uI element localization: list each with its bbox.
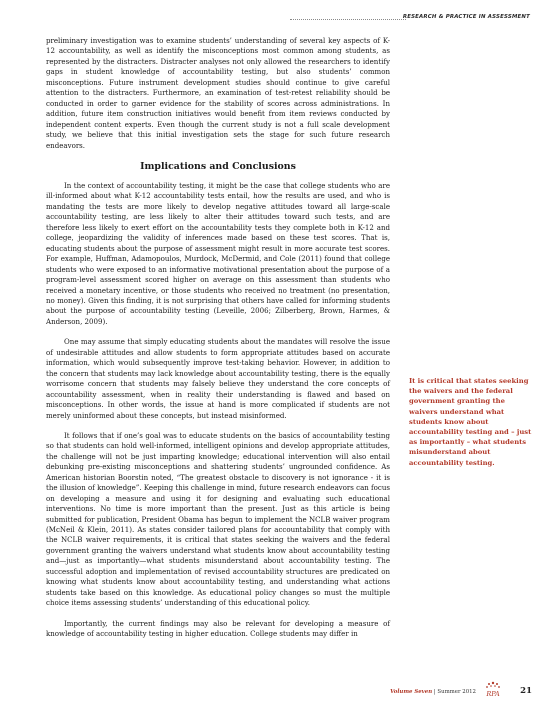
article-body — [46, 36, 390, 640]
running-header — [290, 12, 530, 26]
section-heading: Implications and Conclusions — [140, 160, 296, 172]
paragraph-follows: It follows that if one’s goal was to educate students on the basics of accountability testing so that students can hold well-informed, intelligent opinions and develop appropriate attitudes, the challenge will not be just imparting knowledge; educational intervention will also entail debunking pre-existing misconceptions and shattering students’ ungrounded confidence. As American historian Boorstin noted, “The greatest obstacle to discovery is not ignorance - it is the illusion of knowledge”. Keeping this challenge in mind, future research endeavors can focus on developing a measure and using it for designing and evaluating such educational interventions. No time is more important than the present. Just as this article is being submitted for publication, President Obama has begun to implement the NCLB waiver program (McNeil & Klein, 2011). As states consider tailored plans for accountability that comply with the NCLB waiver requirements, it is critical that states seeking the waivers and the federal government granting the waivers understand what students know about accountability testing and—just as importantly—what students misunderstand about accountability testing. The successful adoption and implementation of revised accountability structures are predicated on knowing what students know about accountability testing, and understanding what actions students take based on this knowledge. As educational policy changes so must the multiple choice items assessing students’ understanding of this educational policy. — [46, 430, 390, 608]
paragraph-context: In the context of accountability testing, it might be the case that college students who are ill-informed about what K-12 accountability tests entail, how the results are used, and who is mandating the tests are more likely to develop negative attitudes toward all large-scale accountability testing, are less likely to alter their attitudes toward such tests, and are therefore less likely to exert effort on the accountability tests they complete both in K-12 and college, jeopardizing the validity of inferences made based on these test scores. That is, educating students about the purpose of assessment might result in more accurate test scores. For example, Huffman, Adamopoulos, Murdock, McDermid, and Cole (2011) found that college students who were exposed to an informative motivational presentation about the purpose of a program-level assessment scored higher on average on this assessment than students who received a monetary incentive, or those students who received no treatment (no presentation, no money). Given this finding, it is not surprising that others have called for informing students about the purpose of accountability testing (Leveille, 2006; Zilberberg, Brown, Harmes, & Anderson, 2009). — [46, 180, 390, 326]
header-section-title: RESEARCH & PRACTICE IN ASSESSMENT — [402, 14, 530, 20]
rpa-logo-icon — [480, 679, 506, 699]
season-label: | Summer 2012 — [433, 689, 476, 695]
pull-quote: It is critical that states seeking the waivers and the federal government granting the waivers understand what students know about accountability testing and – just as importantly – what students misunderstand about accountability testing. — [409, 377, 532, 467]
volume-label: Volume Seven — [390, 689, 433, 695]
header-dotted-rule — [290, 19, 406, 20]
paragraph-continued: preliminary investigation was to examine students’ understanding of several key aspects of K-12 accountability, as well as identify the misconceptions most common among students, as represented by the distracters. Distracter analyses not only allowed the researchers to identify gaps in student knowledge of accountability testing, but also students’ common misconceptions. Future instrument development studies should continue to give careful attention to the distracters. Furthermore, an examination of test-retest reliability should be conducted in order to garner evidence for the stability of scores across administrations. In addition, future item construction initiatives would benefit from item reviews conducted by independent content experts. Even though the current study is not a full scale development study, we believe that this initial investigation sets the stage for such future research endeavors. — [46, 36, 390, 150]
page-number: 21 — [520, 686, 532, 696]
paragraph-importantly: Importantly, the current findings may also be relevant for developing a measure of knowledge of accountability testing in higher education. College students may differ in — [46, 618, 390, 639]
volume-info — [390, 689, 476, 695]
paragraph-assumption: One may assume that simply educating students about the mandates will resolve the issue of undesirable attitudes and allow students to form appropriate attitudes based on accurate information, which would subsequently improve test-taking behavior. However, in addition to the concern that students may lack knowledge about accountability testing, there is the equally worrisome concern that students may falsely believe they understand the core concepts of accountability assessment, when in reality their understanding is flawed and based on misconceptions. In other words, the issue at hand is more complicated if students are not merely uninformed about these concepts, but instead misinformed. — [46, 337, 390, 420]
page-footer — [374, 683, 534, 703]
logo-text: RPA — [486, 690, 500, 698]
